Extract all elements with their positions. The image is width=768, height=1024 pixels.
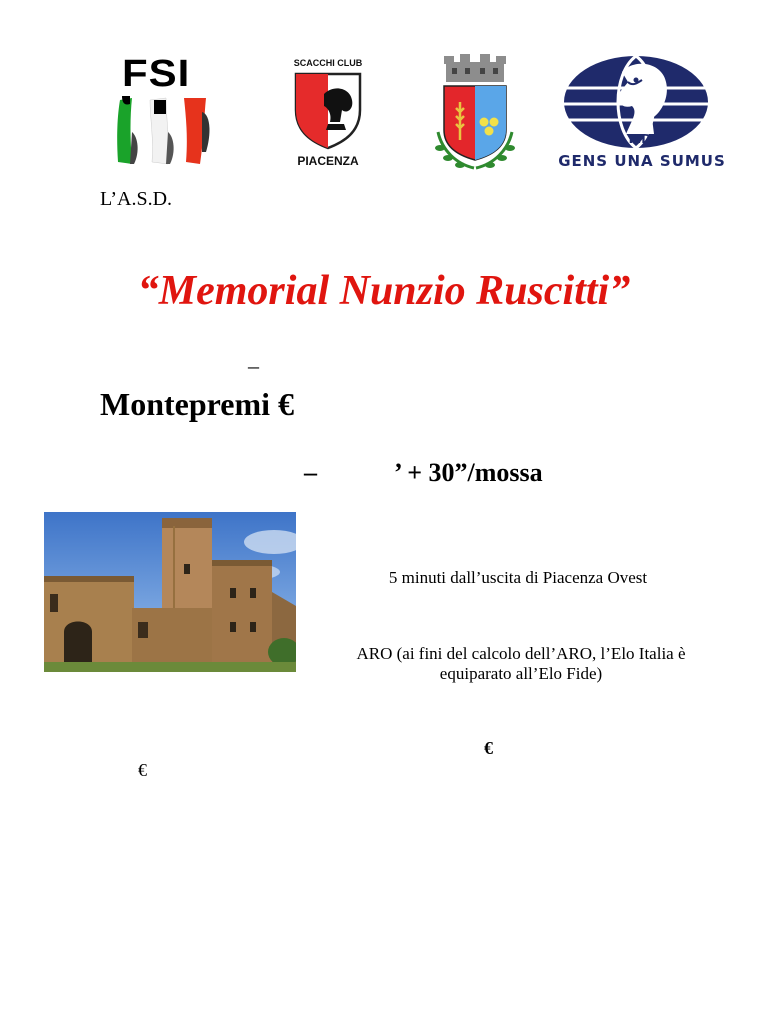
castle-photo: [44, 512, 296, 672]
coat-of-arms-logo: [428, 52, 522, 174]
fide-logo: [552, 54, 732, 174]
scacchi-club-logo: [286, 56, 370, 171]
shield-icon: [294, 70, 362, 150]
event-title: “Memorial Nunzio Ruscitti”: [137, 268, 631, 314]
coat-of-arms-icon: [428, 52, 522, 174]
time-control: ’ + 30”/mossa: [394, 458, 543, 487]
scacchi-club-top-text: SCACCHI CLUB: [293, 58, 363, 68]
euro-symbol-right: €: [484, 738, 493, 758]
location-note: 5 minuti dall’uscita di Piacenza Ovest: [388, 568, 648, 587]
prize-fund-heading: Montepremi €: [100, 386, 295, 422]
fsi-logo-text: FSI: [122, 52, 191, 95]
castle-image: [44, 512, 296, 672]
euro-symbol-left: €: [138, 760, 147, 780]
fide-logo-text: FIDE: [628, 132, 660, 146]
date-dash: –: [248, 353, 259, 378]
fsi-logo: [110, 52, 218, 167]
time-control-dash: –: [304, 458, 317, 487]
fsi-flag-graphic: [110, 92, 218, 167]
scacchi-club-bottom-text: PIACENZA: [297, 154, 359, 168]
fide-motto: GENS UNA SUMUS: [558, 152, 726, 170]
aro-note: ARO (ai fini del calcolo dell’ARO, l’Elo Italia è equiparato all’Elo Fide): [356, 644, 686, 683]
association-label: L’A.S.D.: [100, 188, 173, 210]
